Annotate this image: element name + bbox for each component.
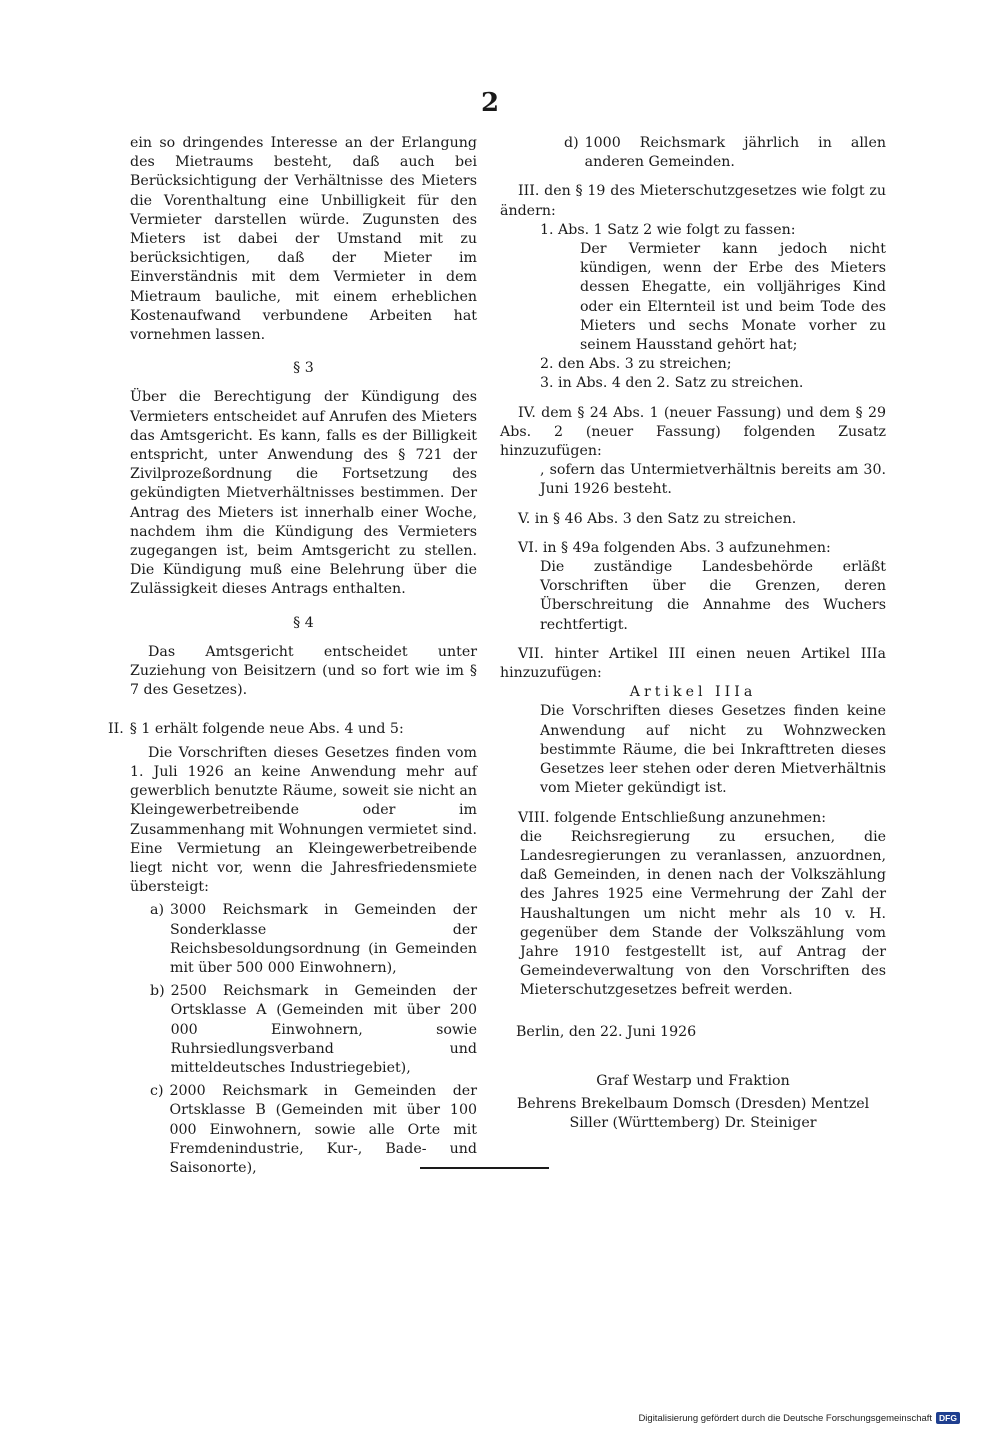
left-column bbox=[108, 134, 477, 1178]
end-rule bbox=[420, 1167, 549, 1169]
item-iii-2: 2. den Abs. 3 zu streichen; bbox=[540, 356, 732, 373]
item-vii-text: VII. hinter Artikel III einen neuen Artikel IIIa hinzuzufügen: bbox=[500, 645, 886, 682]
item-viii-body: die Reichsregierung zu ersuchen, die Landesregierungen zu veranlassen, anzuordnen, daß Gemeinden, in denen nach der Volkszählung des Jahres 1925 eine Vermehrung der Zahl der Haushaltungen um nicht mehr als 10 v. H. gegenüber dem Stande der Volkszählung vom Jahre 1910 festgestellt ist, auf Antrag der Gemeindeverwaltung von den Vorschriften des Mieterschutzgesetzes befreit werden. bbox=[520, 828, 886, 999]
item-vi-text: VI. in § 49a folgenden Abs. 3 aufzunehmen: bbox=[518, 539, 831, 556]
item-ii bbox=[108, 720, 477, 739]
item-ii-body: Die Vorschriften dieses Gesetzes finden vom 1. Juli 1926 an keine Anwendung mehr auf gewerblich benutzte Räume, soweit sie nicht an Kleingewerbetreibende oder im Zusammenhang mit Wohnungen vermietet sind. Eine Vermietung an Kleingewerbetreibende liegt nicht vor, wenn die Jahresfriedensmiete übersteigt: bbox=[130, 744, 477, 896]
list-item-label: c) bbox=[150, 1083, 164, 1100]
section-4-heading: § 4 bbox=[293, 614, 314, 631]
intro-paragraph: ein so dringendes Interesse an der Erlangung des Mietraums besteht, daß auch bei Berücksichtigung der Verhältnisse des Mieters die Vorenthaltung eine Unbilligkeit für den Vermieter darstellen würde. Zugunsten des Mieters ist dabei der Umstand mit zu berücksichtigen, daß der Mieter im Einverständnis mit dem Vermieter in dem Mietraum bauliche, mit einem erheblichen Kostenaufwand verbundene Arbeiten hat vornehmen lassen. bbox=[130, 135, 477, 344]
article-iiia-heading: Artikel IIIa bbox=[629, 684, 757, 701]
item-iii-text: III. den § 19 des Mieterschutzgesetzes wie folgt zu ändern: bbox=[500, 183, 886, 219]
section-4-text: Das Amtsgericht entscheidet unter Zuziehung von Beisitzern (und so fort wie im § 7 des Gesetzes). bbox=[130, 643, 477, 699]
list-item-text: 2000 Reichsmark in Gemeinden der Ortsklasse B (Gemeinden mit über 100 000 Einwohnern, sowie alle Orte mit Fremdenindustrie, Kur-, Bade- und Saisonorte), bbox=[169, 1083, 477, 1176]
list-item-d bbox=[500, 134, 886, 172]
section-3-heading: § 3 bbox=[293, 360, 314, 377]
list-item-label: d) bbox=[564, 135, 579, 151]
list-item-text: 2500 Reichsmark in Gemeinden der Ortsklasse A (Gemeinden mit über 200 000 Einwohnern, sowie Ruhrsiedlungsverband und mitteldeutsches Industriegebiet), bbox=[170, 983, 477, 1076]
right-column bbox=[500, 134, 886, 1133]
list-item bbox=[130, 982, 477, 1078]
signature-line-3: Siller (Württemberg) Dr. Steiniger bbox=[569, 1115, 817, 1132]
item-iii-1-quote: Der Vermieter kann jedoch nicht kündigen, wenn der Erbe des Mieters dessen Ehegatte, ein volljähriges Kind oder ein Elternteil ist und beim Tode des Mieters und sechs Monate vorher zu seinem Hausstand gehört hat; bbox=[580, 241, 886, 354]
footer bbox=[638, 1412, 960, 1424]
article-iiia-body: Die Vorschriften dieses Gesetzes finden keine Anwendung auf nicht zu Wohnzwecken bestimmte Räume, die bei Inkrafttreten dieses Gesetzes leer stehen oder deren Mietverhältnis vom Mieter gekündigt ist. bbox=[540, 703, 886, 797]
list-item-text: 3000 Reichsmark in Gemeinden der Sonderklasse der Reichsbesoldungsordnung (in Gemeinden mit über 500 000 Einwohnern), bbox=[170, 902, 477, 976]
item-vi-quote: Die zuständige Landesbehörde erläßt Vorschriften über die Grenzen, deren Überschreitung die Annahme des Wuchers rechtfertigt. bbox=[540, 559, 886, 633]
signature-line-2: Behrens Brekelbaum Domsch (Dresden) Mentzel bbox=[516, 1095, 870, 1112]
item-ii-text: § 1 erhält folgende neue Abs. 4 und 5: bbox=[129, 721, 404, 738]
list-item-label: b) bbox=[150, 983, 165, 1000]
item-iv-quote: , sofern das Untermietverhältnis bereits am 30. Juni 1926 besteht. bbox=[540, 462, 886, 498]
signature-line-1: Graf Westarp und Fraktion bbox=[596, 1072, 790, 1089]
footer-text: Digitalisierung gefördert durch die Deutsche Forschungsgemeinschaft bbox=[638, 1412, 933, 1424]
list-item bbox=[130, 901, 477, 978]
dfg-logo-icon: DFG bbox=[936, 1412, 960, 1424]
date-line: Berlin, den 22. Juni 1926 bbox=[516, 1023, 697, 1040]
item-iii-3: 3. in Abs. 4 den 2. Satz zu streichen. bbox=[540, 375, 804, 392]
item-iii-1: 1. Abs. 1 Satz 2 wie folgt zu fassen: bbox=[540, 221, 796, 238]
item-viii-text: VIII. folgende Entschließung anzunehmen: bbox=[518, 809, 827, 826]
item-ii-label: II. bbox=[108, 721, 124, 738]
item-iv-text: IV. dem § 24 Abs. 1 (neuer Fassung) und dem § 29 Abs. 2 (neuer Fassung) folgenden Zusatz hinzuzufügen: bbox=[500, 404, 886, 460]
list-item bbox=[130, 1082, 477, 1178]
section-3-text: Über die Berechtigung der Kündigung des Vermieters entscheidet auf Anrufen des Mieters das Amtsgericht. Es kann, falls es der Billigkeit entspricht, unter Anwendung des § 721 der Zivilprozeßordnung die Fortsetzung des gekündigten Mietverhältnisses bestimmen. Der Antrag des Mieters ist innerhalb einer Woche, nachdem ihm die Kündigung des Vermieters zugegangen ist, beim Amtsgericht zu stellen. Die Kündigung muß eine Belehrung über die Zulässigkeit dieses Antrags enthalten. bbox=[130, 389, 477, 598]
item-v-text: V. in § 46 Abs. 3 den Satz zu streichen. bbox=[518, 510, 797, 527]
list-item-text: 1000 Reichsmark jährlich in allen anderen Gemeinden. bbox=[584, 135, 886, 171]
page-number: 2 bbox=[480, 88, 500, 118]
list-item-label: a) bbox=[150, 902, 164, 919]
